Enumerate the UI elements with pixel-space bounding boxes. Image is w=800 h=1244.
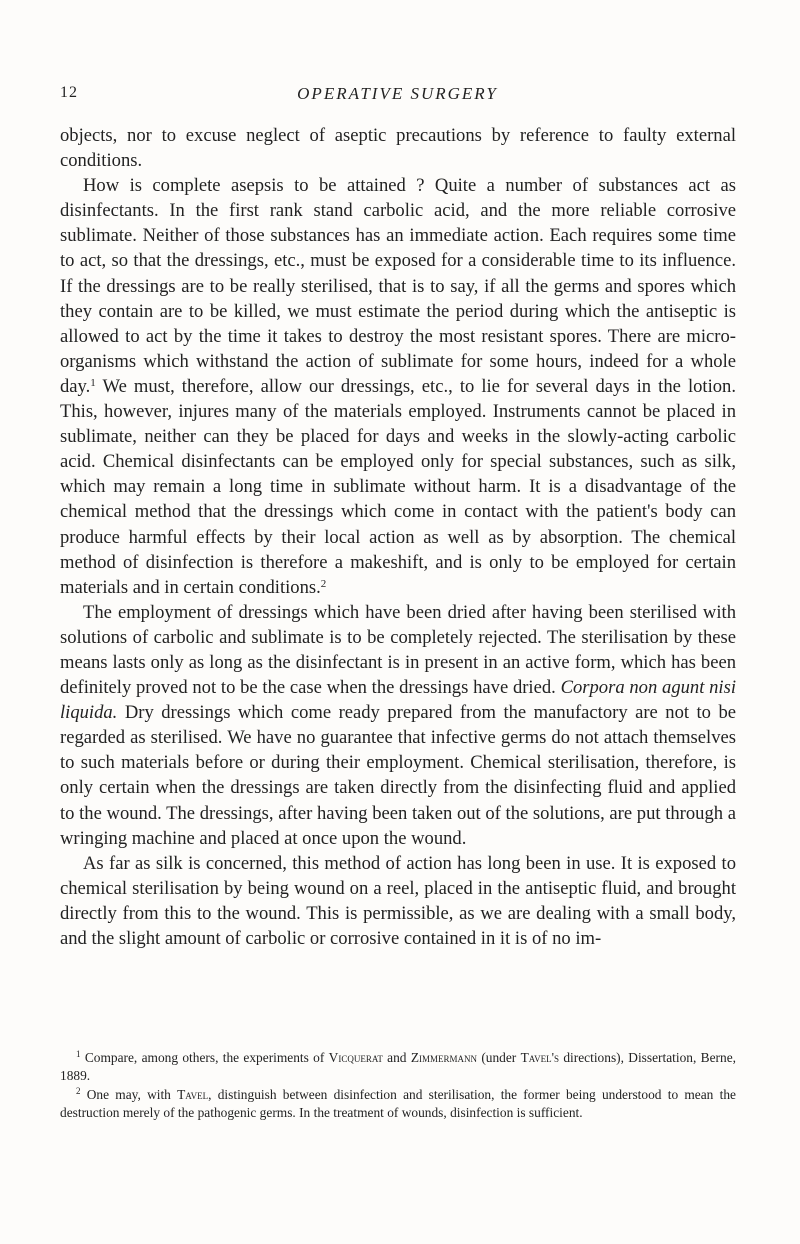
footnote-text: One may, with xyxy=(86,1086,178,1102)
running-title: OPERATIVE SURGERY xyxy=(297,84,498,103)
footnote-1 xyxy=(60,1049,736,1086)
author-name: Tavel's xyxy=(520,1050,560,1065)
footnote-text: , distinguish between disinfection and sterilisation, the former being understood to mean the destruction merely of the pathogenic germs. In the treatment of wounds, disinfection is sufficient. xyxy=(60,1086,736,1120)
page-header xyxy=(60,84,735,108)
footnote-mark: 2 xyxy=(76,1085,81,1096)
footnote-ref-2: 2 xyxy=(320,577,327,590)
footnote-2 xyxy=(60,1086,736,1123)
paragraph-text: The employment of dressings which have been dried after having been sterilised with solutions of carbolic and sublimate is to be completely rejected. The sterilisation by these means lasts only as long as the disinfectant is in present in an active form, which has been definitely proved not to be the case when the dressings have dried. xyxy=(60,601,736,699)
paragraph-text: objects, nor to excuse neglect of aseptic precautions by reference to faulty external conditions. xyxy=(60,125,736,172)
footnote-ref-1: 1 xyxy=(90,376,96,389)
author-name: Zimmermann xyxy=(410,1050,477,1065)
footnote-text: Compare, among others, the experiments of xyxy=(84,1050,329,1065)
paragraph-continued xyxy=(60,123,736,173)
author-name: Vicquerat xyxy=(328,1050,383,1065)
author-name: Tavel xyxy=(177,1086,209,1102)
paragraph-text: As far as silk is concerned, this method of action has long been in use. It is exposed to chemical sterilisation by being wound on a reel, placed in the antiseptic fluid, and brought directly from this to the wound. This is permissible, as we are dealing with a small body, and the slight amount of carbolic or corrosive contained in it is of no im- xyxy=(60,852,736,949)
latin-phrase: Corpora non agunt nisi liquida. xyxy=(60,677,736,724)
page-number: 12 xyxy=(60,84,78,101)
paragraph-dried-dressings xyxy=(60,600,736,851)
footnote-mark: 1 xyxy=(76,1049,81,1059)
footnotes xyxy=(60,1049,736,1122)
footnote-text: directions), Dissertation, Berne, 1889. xyxy=(60,1050,736,1084)
paragraph-asepsis xyxy=(60,173,736,600)
paragraph-text: How is complete asepsis to be attained ? Quite a number of substances act as disinfectants. In the first rank stand carbolic acid, and the more reliable corrosive sublimate. Neither of those substances has an immediate action. Each requires some time to act, so that the dressings, etc., must be exposed for a considerable time to its influence. If the dressings are to be really sterilised, that is to say, if all the germs and spores which they contain are to be killed, we must estimate the period during which the antiseptic is allowed to act by the time it takes to destroy the most resistant spores. There are micro-organisms which withstand the action of sublimate for some hours, indeed for a whole day. xyxy=(60,175,736,397)
footnote-text: (under xyxy=(477,1050,521,1065)
paragraph-text: We must, therefore, allow our dressings, etc., to lie for several days in the lotion. This, however, injures many of the materials employed. Instruments cannot be placed in sublimate, neither can they be placed for days and weeks in the slowly-acting carbolic acid. Chemical disinfectants can be employed only for special substances, such as silk, which may remain a long time in sublimate without harm. It is a disadvantage of the chemical method that the dressings which come in contact with the patient's body can produce harmful effects by their local action as well as by absorption. The chemical method of disinfection is therefore a makeshift, and is only to be employed for certain materials and in certain conditions. xyxy=(60,375,736,598)
footnote-text: and xyxy=(382,1050,411,1065)
main-text xyxy=(60,123,736,951)
paragraph-text: Dry dressings which come ready prepared from the manufactory are not to be regarded as sterilised. We have no guarantee that infective germs do not attach themselves to such materials before or during their employment. Chemical sterilisation, therefore, is only certain when the dressings are taken directly from the disinfecting fluid and applied to the wound. The dressings, after having been taken out of the solutions, are put through a wringing machine and placed at once upon the wound. xyxy=(60,702,736,849)
paragraph-silk xyxy=(60,851,736,951)
